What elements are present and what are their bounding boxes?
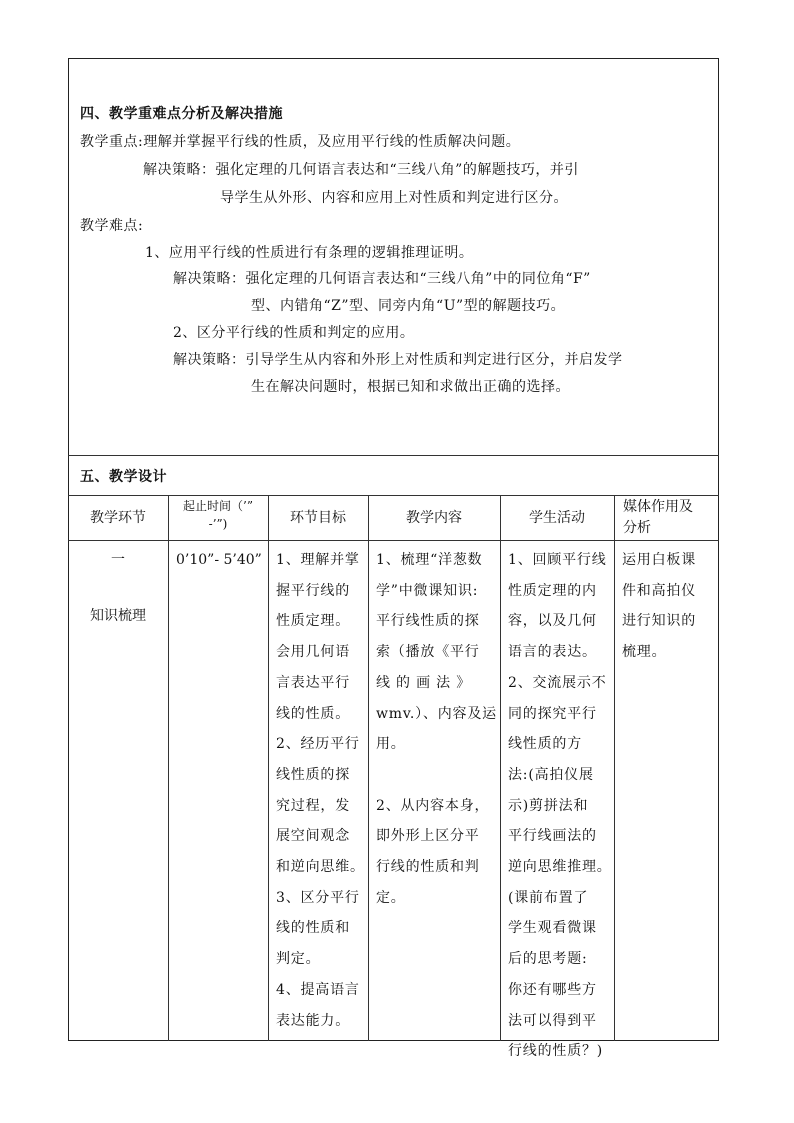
content-line: 2、从内容本身， (376, 797, 490, 814)
key-point-text: 教学重点:理解并掌握平行线的性质，及应用平行线的性质解决问题。 (80, 134, 521, 150)
media-line: 运用白板课 (622, 552, 696, 568)
activity-line: 性质定理的内 (508, 582, 597, 599)
stage-number: 一 (111, 552, 125, 568)
column-divider (500, 495, 501, 1041)
activity-line: 示)剪拼法和 (508, 797, 589, 814)
activity-line: 后的思考题: (508, 951, 588, 968)
section4-title: 四、教学重难点分析及解决措施 (80, 106, 283, 122)
activities-cell (508, 545, 618, 1067)
header-content: 教学内容 (406, 510, 462, 526)
activity-line: 平行线画法的 (508, 828, 597, 845)
section-divider (68, 455, 719, 456)
activity-line: 逆向思维推理。 (508, 859, 612, 876)
content-line: 1、梳理“洋葱数 (376, 552, 483, 568)
goal-line: 1、理解并掌 (276, 552, 360, 568)
goal-line: 言表达平行 (276, 674, 350, 691)
activity-line: 1、回顾平行线 (508, 552, 607, 568)
content-line: 行线的性质和判 (376, 859, 480, 876)
difficulty-item-1: 1、应用平行线的性质进行有条理的逻辑推理证明。 (145, 245, 474, 261)
content-line: 即外形上区分平 (376, 828, 480, 845)
header-time-line1: 起止时间（’” (183, 499, 253, 513)
header-time-line2: -’”) (208, 517, 228, 531)
activity-line: 法:(高拍仪展 (508, 766, 594, 783)
difficulty-item-2: 2、区分平行线的性质和判定的应用。 (173, 325, 415, 341)
header-activities: 学生活动 (529, 510, 585, 526)
table-header-divider (68, 540, 719, 541)
content-line: 用。 (376, 736, 406, 753)
difficulty-label: 教学难点: (80, 218, 144, 234)
media-line: 件和高拍仪 (622, 582, 696, 599)
goal-line: 表达能力。 (276, 1012, 350, 1029)
activity-line: 语言的表达。 (508, 644, 597, 661)
difficulty-2-strategy-line1: 解决策略：引导学生从内容和外形上对性质和判定进行区分，并启发学 (173, 352, 623, 368)
goal-line: 4、提高语言 (276, 981, 360, 998)
column-divider (368, 495, 369, 1041)
media-line: 梳理。 (622, 644, 667, 661)
header-media-line1: 媒体作用及 (623, 499, 693, 515)
goal-line: 线的性质和 (276, 920, 350, 937)
header-media (614, 497, 719, 539)
column-divider (168, 495, 169, 1041)
goal-line: 和逆向思维。 (276, 859, 365, 876)
content-line: 学”中微课知识: (376, 582, 479, 599)
goal-line: 握平行线的 (276, 582, 350, 599)
media-line: 进行知识的 (622, 613, 696, 630)
difficulty-1-strategy-line1: 解决策略：强化定理的几何语言表达和“三线八角”中的同位角“F” (173, 271, 591, 287)
content-line: 索（播放《平行 (376, 644, 480, 661)
header-media-line2: 分析 (623, 520, 651, 536)
activity-line: (课前布置了 (508, 889, 589, 906)
activity-line: 行线的性质？) (508, 1043, 604, 1060)
stage-name: 知识梳理 (90, 608, 146, 624)
activity-line: 容，以及几何 (508, 613, 597, 630)
activity-line: 学生观看微课 (508, 920, 597, 937)
goal-line: 性质定理。 (276, 613, 350, 630)
activity-line: 同的探究平行 (508, 705, 597, 722)
content-cell (376, 545, 498, 913)
difficulty-2-strategy-line2: 生在解决问题时，根据已知和求做出正确的选择。 (251, 379, 570, 395)
activity-line: 2、交流展示不 (508, 674, 607, 691)
content-line (376, 760, 498, 791)
section5-title-divider (68, 495, 719, 496)
content-line: 定。 (376, 889, 406, 906)
goal-line: 3、区分平行 (276, 889, 360, 906)
content-line: wmv.）、内容及运 (376, 705, 497, 722)
activity-line: 线性质的方 (508, 736, 582, 753)
header-goals: 环节目标 (290, 510, 346, 526)
goal-line: 线性质的探 (276, 766, 350, 783)
content-line: 线 的 画 法 》 (376, 674, 472, 691)
media-cell (622, 545, 717, 668)
section5-title: 五、教学设计 (80, 469, 167, 485)
header-time (168, 497, 268, 533)
difficulty-1-strategy-line2: 型、内错角“Z”型、同旁内角“U”型的解题技巧。 (251, 298, 566, 314)
column-divider (268, 495, 269, 1041)
goal-line: 展空间观念 (276, 828, 350, 845)
header-stage: 教学环节 (90, 510, 146, 526)
content-line: 平行线性质的探 (376, 613, 480, 630)
goal-line: 2、经历平行 (276, 736, 360, 753)
stage-time: 0’10”- 5’40” (176, 552, 262, 568)
key-strategy-line2: 导学生从外形、内容和应用上对性质和判定进行区分。 (220, 190, 568, 206)
goals-cell (276, 545, 366, 1036)
key-strategy-line1: 解决策略：强化定理的几何语言表达和“三线八角”的解题技巧，并引 (143, 162, 579, 178)
goal-line: 判定。 (276, 951, 321, 968)
goal-line: 线的性质。 (276, 705, 350, 722)
activity-line: 法可以得到平 (508, 1012, 597, 1029)
activity-line: 你还有哪些方 (508, 981, 597, 998)
goal-line: 究过程，发 (276, 797, 350, 814)
goal-line: 会用几何语 (276, 644, 350, 661)
